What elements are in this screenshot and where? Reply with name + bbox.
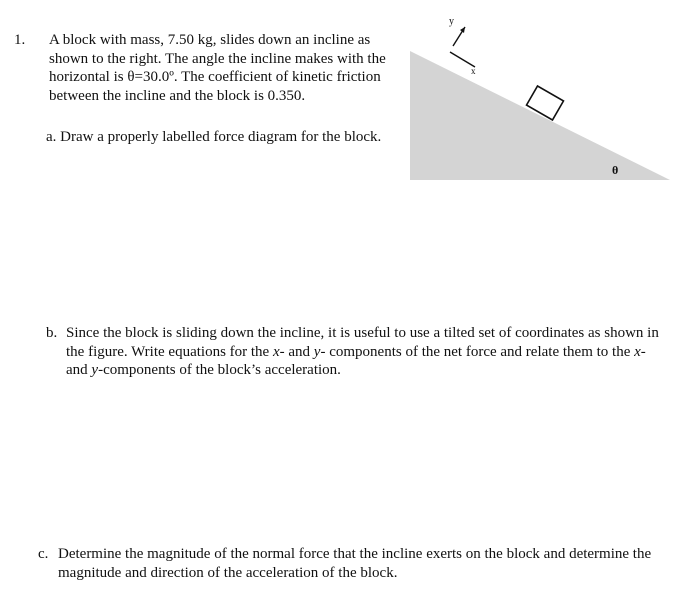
part-b-text-1: Since the block is sliding down the incline, it is useful to use a tilted set of coordinates as shown in the figure. Write equations for the	[66, 325, 659, 360]
theta-label: θ	[612, 163, 619, 177]
part-b	[46, 324, 666, 380]
question-number: 1.	[14, 32, 26, 48]
part-b-var-y-2: y	[91, 362, 99, 378]
incline	[410, 51, 670, 180]
problem-statement-line-4: between the incline and the block is 0.350.	[49, 87, 306, 104]
y-axis-label: y	[449, 16, 454, 27]
part-a-text: Draw a properly labelled force diagram for the block.	[60, 129, 382, 145]
part-c-label: c.	[38, 546, 49, 562]
part-c-text: Determine the magnitude of the normal force that the incline exerts on the block and determine the magnitude and direction of the acceleration of the block.	[58, 546, 652, 581]
part-b-text-4: - and	[66, 343, 646, 378]
problem-statement-line-1: A block with mass, 7.50 kg, slides down an incline as	[49, 32, 371, 48]
incline-figure	[405, 8, 675, 188]
problem-statement-line-3: horizontal is θ=30.0º. The coefficient of kinetic friction	[49, 69, 381, 85]
part-b-label: b.	[46, 325, 58, 341]
part-b-var-x-2: x	[634, 343, 641, 360]
problem-statement	[49, 31, 394, 105]
part-a	[46, 128, 396, 147]
x-axis-label: x	[471, 66, 476, 76]
part-b-text-5: -components of the block’s acceleration.	[98, 362, 341, 378]
problem-statement-line-2: shown to the right. The angle the incline makes with the	[49, 50, 386, 67]
part-b-var-y-1: y	[313, 343, 321, 360]
part-c	[38, 545, 668, 582]
part-a-label: a.	[46, 129, 57, 145]
part-b-text	[66, 324, 666, 380]
part-b-var-x-1: x	[272, 343, 280, 360]
part-b-text-2: - and	[279, 343, 314, 360]
coordinate-axes	[449, 16, 476, 76]
part-b-text-3: - components of the net force and relate them to the	[320, 343, 635, 360]
